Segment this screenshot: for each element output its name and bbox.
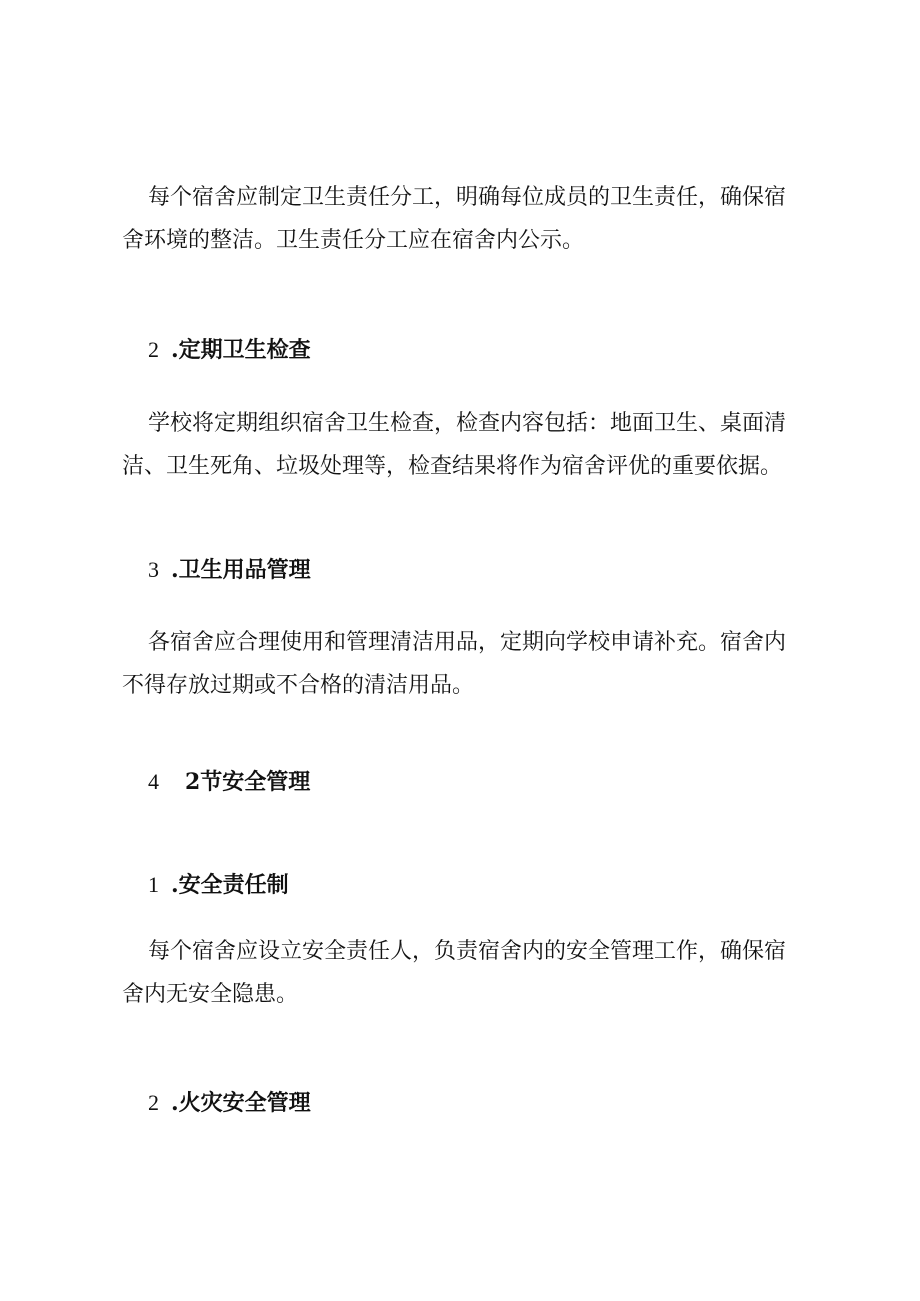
heading-number: 1 bbox=[148, 872, 159, 897]
section-heading-safety bbox=[148, 767, 310, 797]
paragraph-line: 学校将定期组织宿舍卫生检查，检查内容包括：地面卫生、桌面清 bbox=[148, 411, 787, 436]
heading-safety-responsibility bbox=[148, 870, 289, 900]
paragraph-safety-officer bbox=[122, 930, 828, 1016]
paragraph-cleaning-supplies bbox=[122, 621, 828, 707]
heading-title: .安全责任制 bbox=[171, 872, 289, 898]
paragraph-line: 不得存放过期或不合格的清洁用品。 bbox=[122, 673, 475, 698]
paragraph-hygiene-duty bbox=[122, 176, 828, 262]
paragraph-line: 每个宿舍应设立安全责任人，负责宿舍内的安全管理工作，确保宿 bbox=[148, 939, 787, 964]
paragraph-inspection-content bbox=[122, 402, 828, 488]
heading-title: .火灾安全管理 bbox=[171, 1090, 311, 1116]
paragraph-line: 舍内无安全隐患。 bbox=[122, 982, 299, 1007]
heading-number: 2 bbox=[148, 337, 159, 362]
heading-regular-inspection bbox=[148, 335, 311, 365]
heading-title: .卫生用品管理 bbox=[171, 557, 311, 583]
paragraph-line: 洁、卫生死角、垃圾处理等，检查结果将作为宿舍评优的重要依据。 bbox=[122, 454, 783, 479]
heading-title: .定期卫生检查 bbox=[171, 337, 311, 363]
paragraph-line: 每个宿舍应制定卫生责任分工，明确每位成员的卫生责任，确保宿 bbox=[148, 185, 787, 210]
heading-number: 3 bbox=[148, 557, 159, 582]
heading-supplies-management bbox=[148, 555, 311, 585]
heading-title: 2节安全管理 bbox=[185, 769, 311, 795]
heading-fire-safety bbox=[148, 1088, 311, 1118]
heading-number: 4 bbox=[148, 769, 159, 794]
paragraph-line: 舍环境的整洁。卫生责任分工应在宿舍内公示。 bbox=[122, 228, 585, 253]
heading-number: 2 bbox=[148, 1090, 159, 1115]
paragraph-line: 各宿舍应合理使用和管理清洁用品，定期向学校申请补充。宿舍内 bbox=[148, 630, 787, 655]
